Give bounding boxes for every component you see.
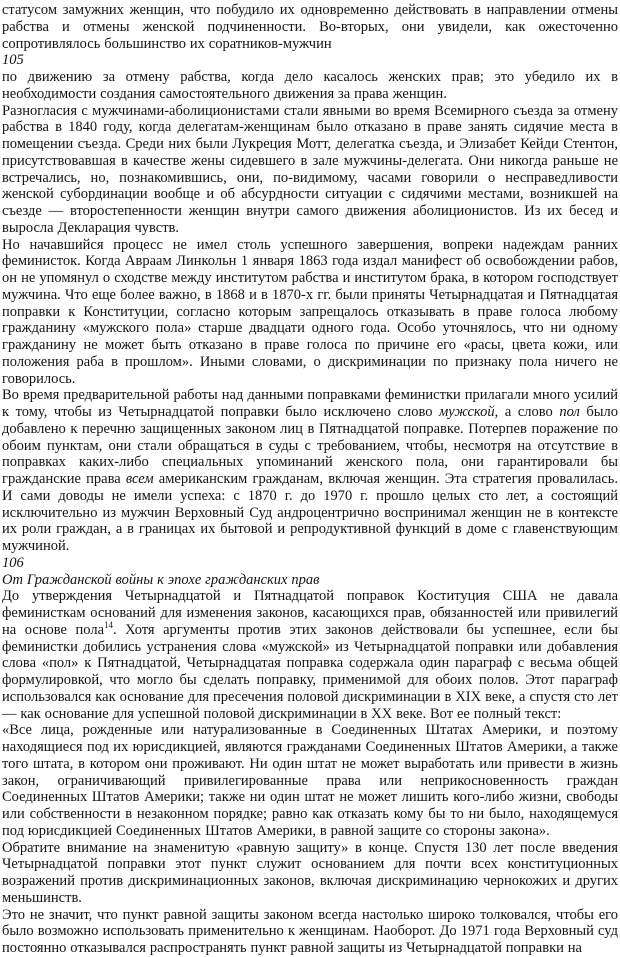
body-paragraph bbox=[2, 387, 618, 555]
body-paragraph bbox=[2, 2, 618, 52]
italic-text-run: 105 bbox=[2, 52, 24, 69]
italic-text-run: 106 bbox=[2, 554, 24, 571]
text-run: До утверждения Четырнадцатой и Пятнадцатой поправок Коституция США не давала феминисткам оснований для изменения законов, касающихся прав, обязанностей или привилегий на основе пола bbox=[2, 588, 618, 638]
body-paragraph bbox=[2, 840, 618, 907]
italic-text-run: пол bbox=[559, 404, 580, 420]
text-run: «Все лица, рожденные или натурализованные в Соединенных Штатах Америки, и поэтому находящиеся под их юрисдикцией, являются гражданами Соединенных Штатов Америки, а также того штата, в котором они проживают. Ни один штат не может выработать или привести в жизнь закон, ограничивающий привилегированные права или неприкосновенность граждан Соединенных Штатов Америки; также ни один штат не может лишить кого-либо жизни, свободы или собственности в незаконном порядке; равно как отказать кому бы то ни было, находящемуся под юрисдикцией Соединенных Штатов Америки, в равной защите со стороны закона». bbox=[2, 722, 618, 839]
body-paragraph bbox=[2, 907, 618, 957]
section-heading bbox=[2, 572, 618, 589]
text-run: Во время предварительной работы над данными поправками феминистки прилагали много усилий к тому, чтобы из Четырнадцатой поправки было исключено слово bbox=[2, 387, 618, 420]
italic-text-run: всем bbox=[125, 471, 154, 487]
body-paragraph bbox=[2, 588, 618, 722]
text-run: Но начавшийся процесс не имел столь успешного завершения, вопреки надеждам ранних феминисток. Когда Авраам Линкольн 1 января 1863 года издал манифест об освобождении рабов, он не упомянул о сходстве между институтом рабства и институтом брака, в котором господствует мужчина. Что еще более важно, в 1868 и в 1870-х гг. были приняты Четырнадцатая и Пятнадцатая поправки к Конституции, согласно которым запрещалось отказывать в праве голоса любому гражданину «мужского пола» старше двадцати одного года. Особо уточнялось, что ни одному гражданину не может быть отказано в праве голоса по причине его «расы, цвета кожи, или положения раба в прошлом». Иными словами, о дискриминации по признаку пола ничего не говорилось. bbox=[2, 236, 618, 387]
italic-text-run: мужской bbox=[439, 404, 495, 420]
body-paragraph bbox=[2, 237, 618, 388]
page-text bbox=[2, 2, 618, 957]
body-paragraph bbox=[2, 69, 618, 103]
text-run: Это не значит, что пункт равной защиты законом всегда настолько широко толковался, чтобы его было возможно использовать применительно к женщинам. Наоборот. До 1971 года Верховный суд постоянно отказывался распространять пункт равной защиты из Четырнадцатой поправки на bbox=[2, 906, 618, 956]
text-run: Разногласия с мужчинами-аболиционистами стали явными во время Всемирного съезда за отмену рабства в 1840 году, когда делегатам-женщинам было отказано в праве занять сидячие места в помещении съезда. Среди них были Лукреция Мотт, делегатка съезда, и Элизабет Кейди Стентон, присутствовавшая в качестве жены сидевшего в зале мужчины-делегата. Они никогда раньше не встречались, но, познакомившись, они, по-видимому, часами говорили о несправедливости женской субординации вообще и об абсурдности ситуации с сидячими местами, возникшей на съезде — второстепенности женщин внутри самого движения аболиционистов. Из их бесед и выросла Декларация чувств. bbox=[2, 102, 618, 236]
text-run: было добавлено к перечню защищенных законом лиц в Пятнадцатой поправке. Потерпев поражение по обоим пунктам, они стали обращаться в суды с требованием, чтобы, несмотря на отсутствие в поправках каких-либо специальных упоминаний женского пола, они гарантировали бы гражданские права bbox=[2, 404, 618, 487]
text-run: , а слово bbox=[494, 404, 560, 420]
body-paragraph bbox=[2, 103, 618, 237]
text-run: по движению за отмену рабства, когда дело касалось женских прав; это убедило их в необходимости создания самостоятельного движения за права женщин. bbox=[2, 69, 618, 102]
text-run: статусом замужних женщин, что побудило их одновременно действовать в направлении отмены рабства и отмены женской подчиненности. Во-вторых, они увидели, как ожесточенно сопротивлялось большинство их соратников-мужчин bbox=[2, 2, 618, 52]
page-number bbox=[2, 555, 618, 572]
footnote-reference: 14 bbox=[104, 619, 113, 630]
italic-text-run: От Гражданской войны к эпохе гражданских прав bbox=[2, 571, 320, 588]
quote-paragraph bbox=[2, 722, 618, 839]
text-run: американским гражданам, включая женщин. Эта стратегия провалилась. И сами доводы не имели успеха: с 1870 г. до 1970 г. прошло целых сто лет, а состоящий исключительно из мужчин Верховный Суд андроцентрично воспринимал женщин не в контексте их роли граждан, а в границах их бытовой и репродуктивной функций в доме с главенствующим мужчиной. bbox=[2, 471, 618, 554]
text-run: Обратите внимание на знаменитую «равную защиту» в конце. Спустя 130 лет после введения Четырнадцатой поправки этот пункт служит основанием для почти всех конституционных возражений против дискриминационных законов, включая дискриминацию чернокожих и других меньшинств. bbox=[2, 839, 618, 906]
text-run: . Хотя аргументы против этих законов действовали бы успешнее, если бы феминистки добились устранения слова «мужской» из Четырнадцатой поправки или добавления слова «пол» к Пятнадцатой, Четырнадцатая поправка содержала один параграф с весьма общей формулировкой, что могло бы сделать поправку, применимой для обоих полов. Этот параграф использовался как основание для пресечения половой дискриминации в XIX веке, а спустя сто лет — как основание для успешной половой дискриминации в XX веке. Вот ее полный текст: bbox=[2, 621, 618, 722]
page-number bbox=[2, 52, 618, 69]
